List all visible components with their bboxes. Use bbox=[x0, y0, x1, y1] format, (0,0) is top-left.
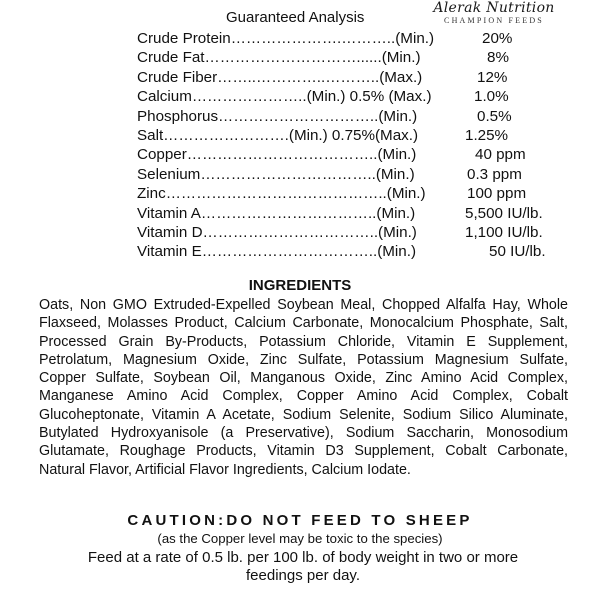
analysis-value: 20% bbox=[482, 30, 513, 47]
analysis-value: 100 ppm bbox=[467, 185, 527, 203]
analysis-value: 5,500 IU/lb. bbox=[465, 204, 543, 222]
analysis-value: 0.3 ppm bbox=[467, 165, 522, 183]
analysis-label: Copper………………………………..(Min.) bbox=[137, 146, 417, 164]
analysis-row-phosphorus bbox=[137, 107, 567, 126]
analysis-row-crude-protein bbox=[137, 29, 567, 48]
analysis-label: Salt…………………….(Min.) 0.75%(Max.) bbox=[137, 126, 419, 144]
analysis-value: 0.5% bbox=[477, 107, 512, 125]
analysis-row-salt bbox=[137, 126, 567, 145]
brand-logo bbox=[424, 0, 564, 26]
analysis-value: 40 ppm bbox=[475, 146, 526, 164]
guaranteed-analysis-table bbox=[137, 29, 567, 262]
ingredients-list: Oats, Non GMO Extruded-Expelled Soybean Meal, Chopped Alfalfa Hay, Whole Flaxseed, Molasses Product, Calcium Carbonate, Monocalcium Phosphate, Salt, Processed Grain By-Products, Potassium Chloride, Vitamin E Supplement, Petrolatum, Magnesium Oxide, Zinc Sulfate, Potassium Magnesium Sulfate, Copper Sulfate, Soybean Oil, Manganous Oxide, Zinc Amino Acid Complex, Manganese Amino Acid Complex, Copper Amino Acid Complex, Cobalt Glucoheptonate, Vitamin A Acetate, Sodium Selenite, Sodium Silico Aluminate, Butylated Hydroxyanisole (a Preservative), Sodium Saccharin, Monosodium Glutamate, Roughage Products, Vitamin D3 Supplement, Cobalt Carbonate, Natural Flavor, Artificial Flavor Ingredients, Calcium Iodate. bbox=[39, 297, 568, 478]
analysis-row-vitamin-e bbox=[137, 242, 567, 261]
analysis-value: 1.25% bbox=[465, 126, 509, 144]
analysis-label: Crude Fiber……..…………..………..(Max.) bbox=[137, 68, 423, 86]
feeding-instructions: Feed at a rate of 0.5 lb. per 100 lb. of body weight in two or more feedings per day. bbox=[87, 549, 519, 584]
analysis-row-crude-fiber bbox=[137, 68, 567, 87]
ingredients-title: INGREDIENTS bbox=[248, 277, 352, 294]
caution-note: (as the Copper level may be toxic to the species) bbox=[157, 531, 443, 546]
analysis-row-selenium bbox=[137, 165, 567, 184]
analysis-label: Vitamin A……………………………..(Min.) bbox=[137, 204, 416, 222]
brand-name: Alerak Nutrition bbox=[433, 0, 555, 16]
analysis-label: Crude Protein………………….………..(Min.) bbox=[137, 30, 435, 47]
guaranteed-analysis-title: Guaranteed Analysis bbox=[226, 9, 365, 26]
analysis-label: Crude Fat…………………………......(Min.) bbox=[137, 49, 421, 67]
caution-heading: CAUTION:DO NOT FEED TO SHEEP bbox=[127, 512, 473, 529]
analysis-value: 1,100 IU/lb. bbox=[465, 223, 543, 241]
analysis-label: Zinc……………………………………..(Min.) bbox=[137, 185, 426, 203]
analysis-value: 8% bbox=[487, 49, 509, 67]
analysis-row-vitamin-a bbox=[137, 204, 567, 223]
analysis-row-copper bbox=[137, 145, 567, 164]
analysis-value: 12% bbox=[477, 68, 508, 86]
analysis-label: Selenium……………………………..(Min.) bbox=[137, 165, 415, 183]
analysis-label: Calcium…………………..(Min.) 0.5% (Max.) bbox=[137, 88, 432, 106]
analysis-label: Vitamin D……………………………..(Min.) bbox=[137, 223, 417, 241]
analysis-label: Vitamin E……………………………..(Min.) bbox=[137, 243, 417, 261]
analysis-row-zinc bbox=[137, 184, 567, 203]
analysis-value: 50 IU/lb. bbox=[489, 243, 546, 261]
brand-tagline: CHAMPION FEEDS bbox=[444, 16, 544, 25]
analysis-row-crude-fat bbox=[137, 48, 567, 67]
analysis-label: Phosphorus…………………………..(Min.) bbox=[137, 107, 418, 125]
analysis-row-calcium bbox=[137, 87, 567, 106]
analysis-value: 1.0% bbox=[474, 88, 509, 106]
analysis-row-vitamin-d bbox=[137, 223, 567, 242]
